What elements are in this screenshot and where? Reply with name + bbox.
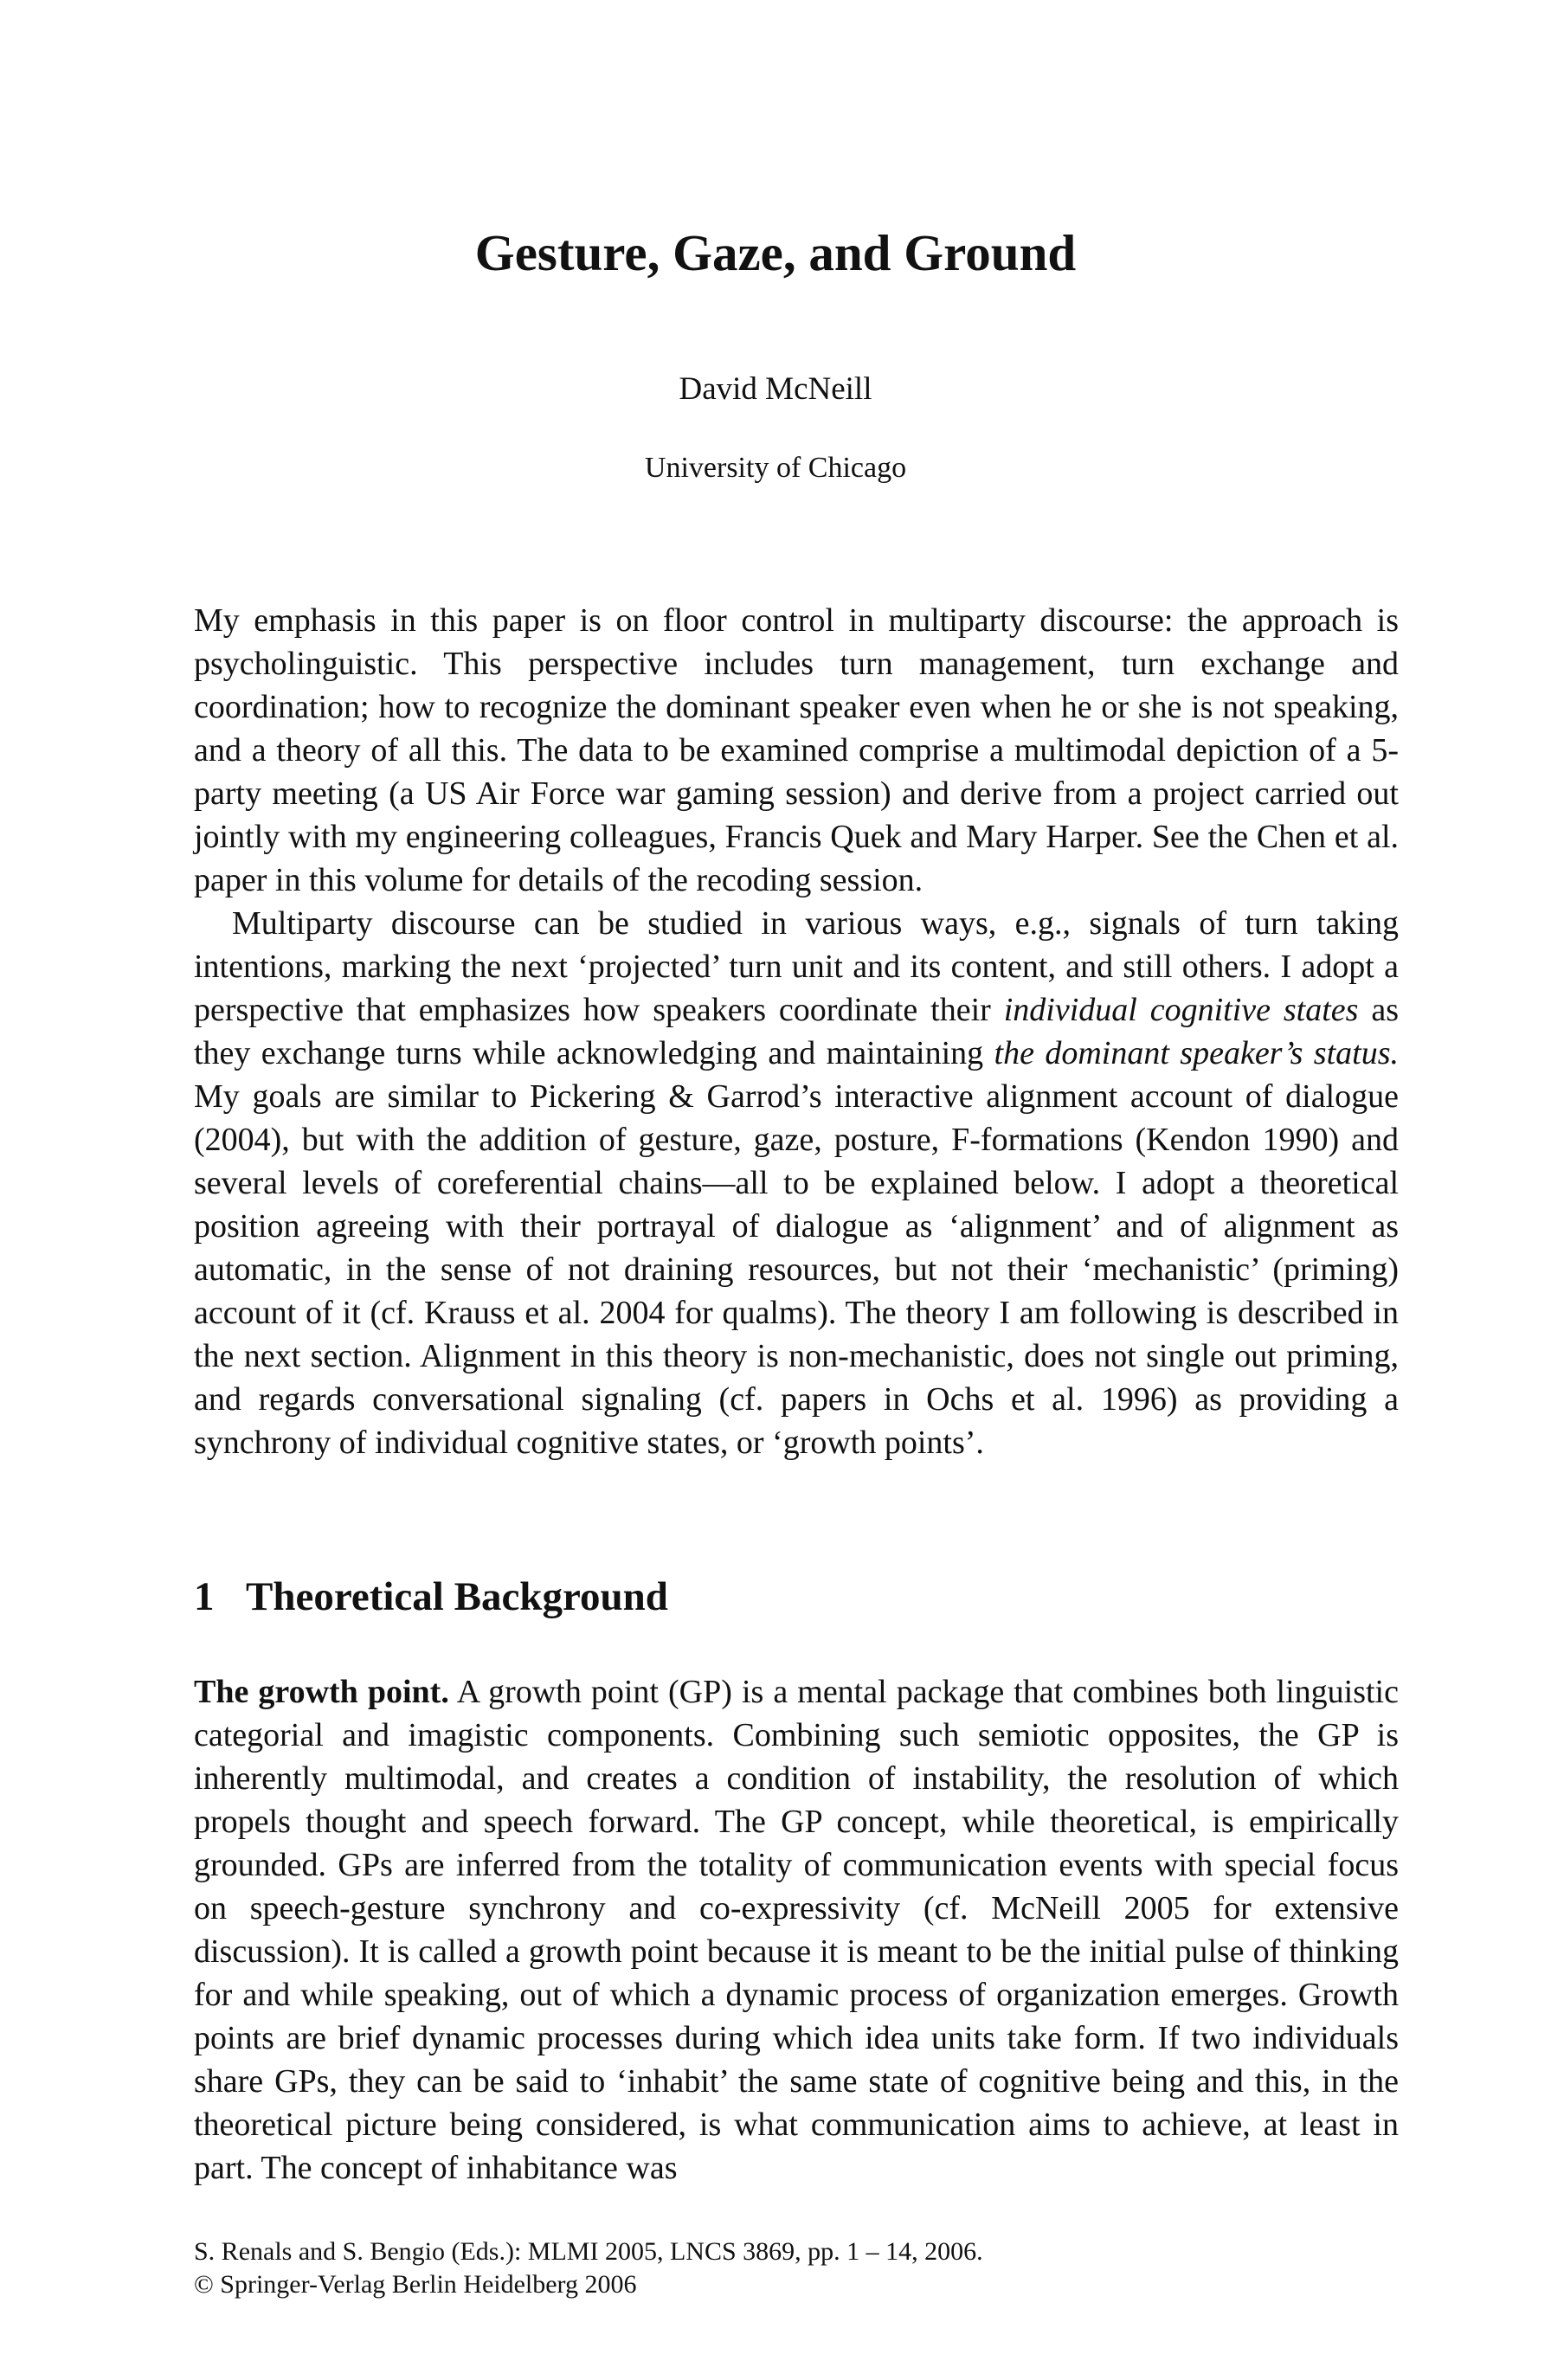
author-name: David McNeill xyxy=(679,371,872,407)
footer xyxy=(194,2235,983,2301)
section-paragraph-1 xyxy=(194,1670,1399,2190)
section-heading xyxy=(194,1573,668,1620)
abstract-p2-text-a: Multiparty discourse can be studied in various ways, e.g., signals of turn taking intentions, marking the next ‘projected’ turn unit and its content, and still others. I adopt a perspective that emphasizes how speakers coordinate their xyxy=(194,905,1399,1028)
citation-line: S. Renals and S. Bengio (Eds.): MLMI 2005, LNCS 3869, pp. 1 – 14, 2006. xyxy=(194,2237,983,2266)
abstract-paragraph-2 xyxy=(194,902,1399,1464)
copyright-line: © Springer-Verlag Berlin Heidelberg 2006 xyxy=(194,2270,637,2299)
paper-title: Gesture, Gaze, and Ground xyxy=(474,224,1077,281)
section-number: 1 xyxy=(194,1574,215,1619)
section-body xyxy=(194,1670,1399,2190)
abstract-p2-emphasis-2: the dominant speaker’s status. xyxy=(994,1035,1399,1071)
section-title: Theoretical Background xyxy=(246,1574,668,1619)
abstract xyxy=(194,599,1399,1464)
abstract-p2-emphasis-1: individual cognitive states xyxy=(1003,992,1359,1028)
abstract-p2-text-c: My goals are similar to Pickering & Garrod’s interactive alignment account of dialogue (2004), but with the addition of gesture, gaze, posture, F-formations (Kendon 1990) and several levels of coreferential chains—all to be explained below. I adopt a theoretical position agreeing with their portrayal of dialogue as ‘alignment’ and of alignment as automatic, in the sense of not draining resources, but not their ‘mechanistic’ (priming) account of it (cf. Krauss et al. 2004 for qualms). The theory I am following is described in the next section. Alignment in this theory is non-mechanistic, does not single out priming, and regards conversational signaling (cf. papers in Ochs et al. 1996) as providing a synchrony of individual cognitive states, or ‘growth points’. xyxy=(194,1078,1399,1461)
abstract-paragraph-1: My emphasis in this paper is on floor control in multiparty discourse: the approach is psycholinguistic. This perspective includes turn management, turn exchange and coordination; how to recognize the dominant speaker even when he or she is not speaking, and a theory of all this. The data to be examined comprise a multimodal depiction of a 5-party meeting (a US Air Force war gaming session) and derive from a project carried out jointly with my engineering colleagues, Francis Quek and Mary Harper. See the Chen et al. paper in this volume for details of the recoding session. xyxy=(194,602,1399,898)
abstract-p2-text-b: as they exchange turns while acknowledging and maintaining xyxy=(194,992,1400,1071)
section-paragraph-text: A growth point (GP) is a mental package that combines both linguistic categorial and imagistic components. Combining such semiotic opposites, the GP is inherently multimodal, and creates a condition of instability, the resolution of which propels thought and speech forward. The GP concept, while theoretical, is empirically grounded. GPs are inferred from the totality of communication events with special focus on speech-gesture synchrony and co-expressivity (cf. McNeill 2005 for extensive discussion). It is called a growth point because it is meant to be the initial pulse of thinking for and while speaking, out of which a dynamic process of organization emerges. Growth points are brief dynamic processes during which idea units take form. If two individuals share GPs, they can be said to ‘inhabit’ the same state of cognitive being and this, in the theoretical picture being considered, is what communication aims to achieve, at least in part. The concept of inhabitance was xyxy=(194,1674,1399,2186)
runin-heading: The growth point. xyxy=(194,1674,449,1710)
author-affiliation: University of Chicago xyxy=(644,452,907,484)
